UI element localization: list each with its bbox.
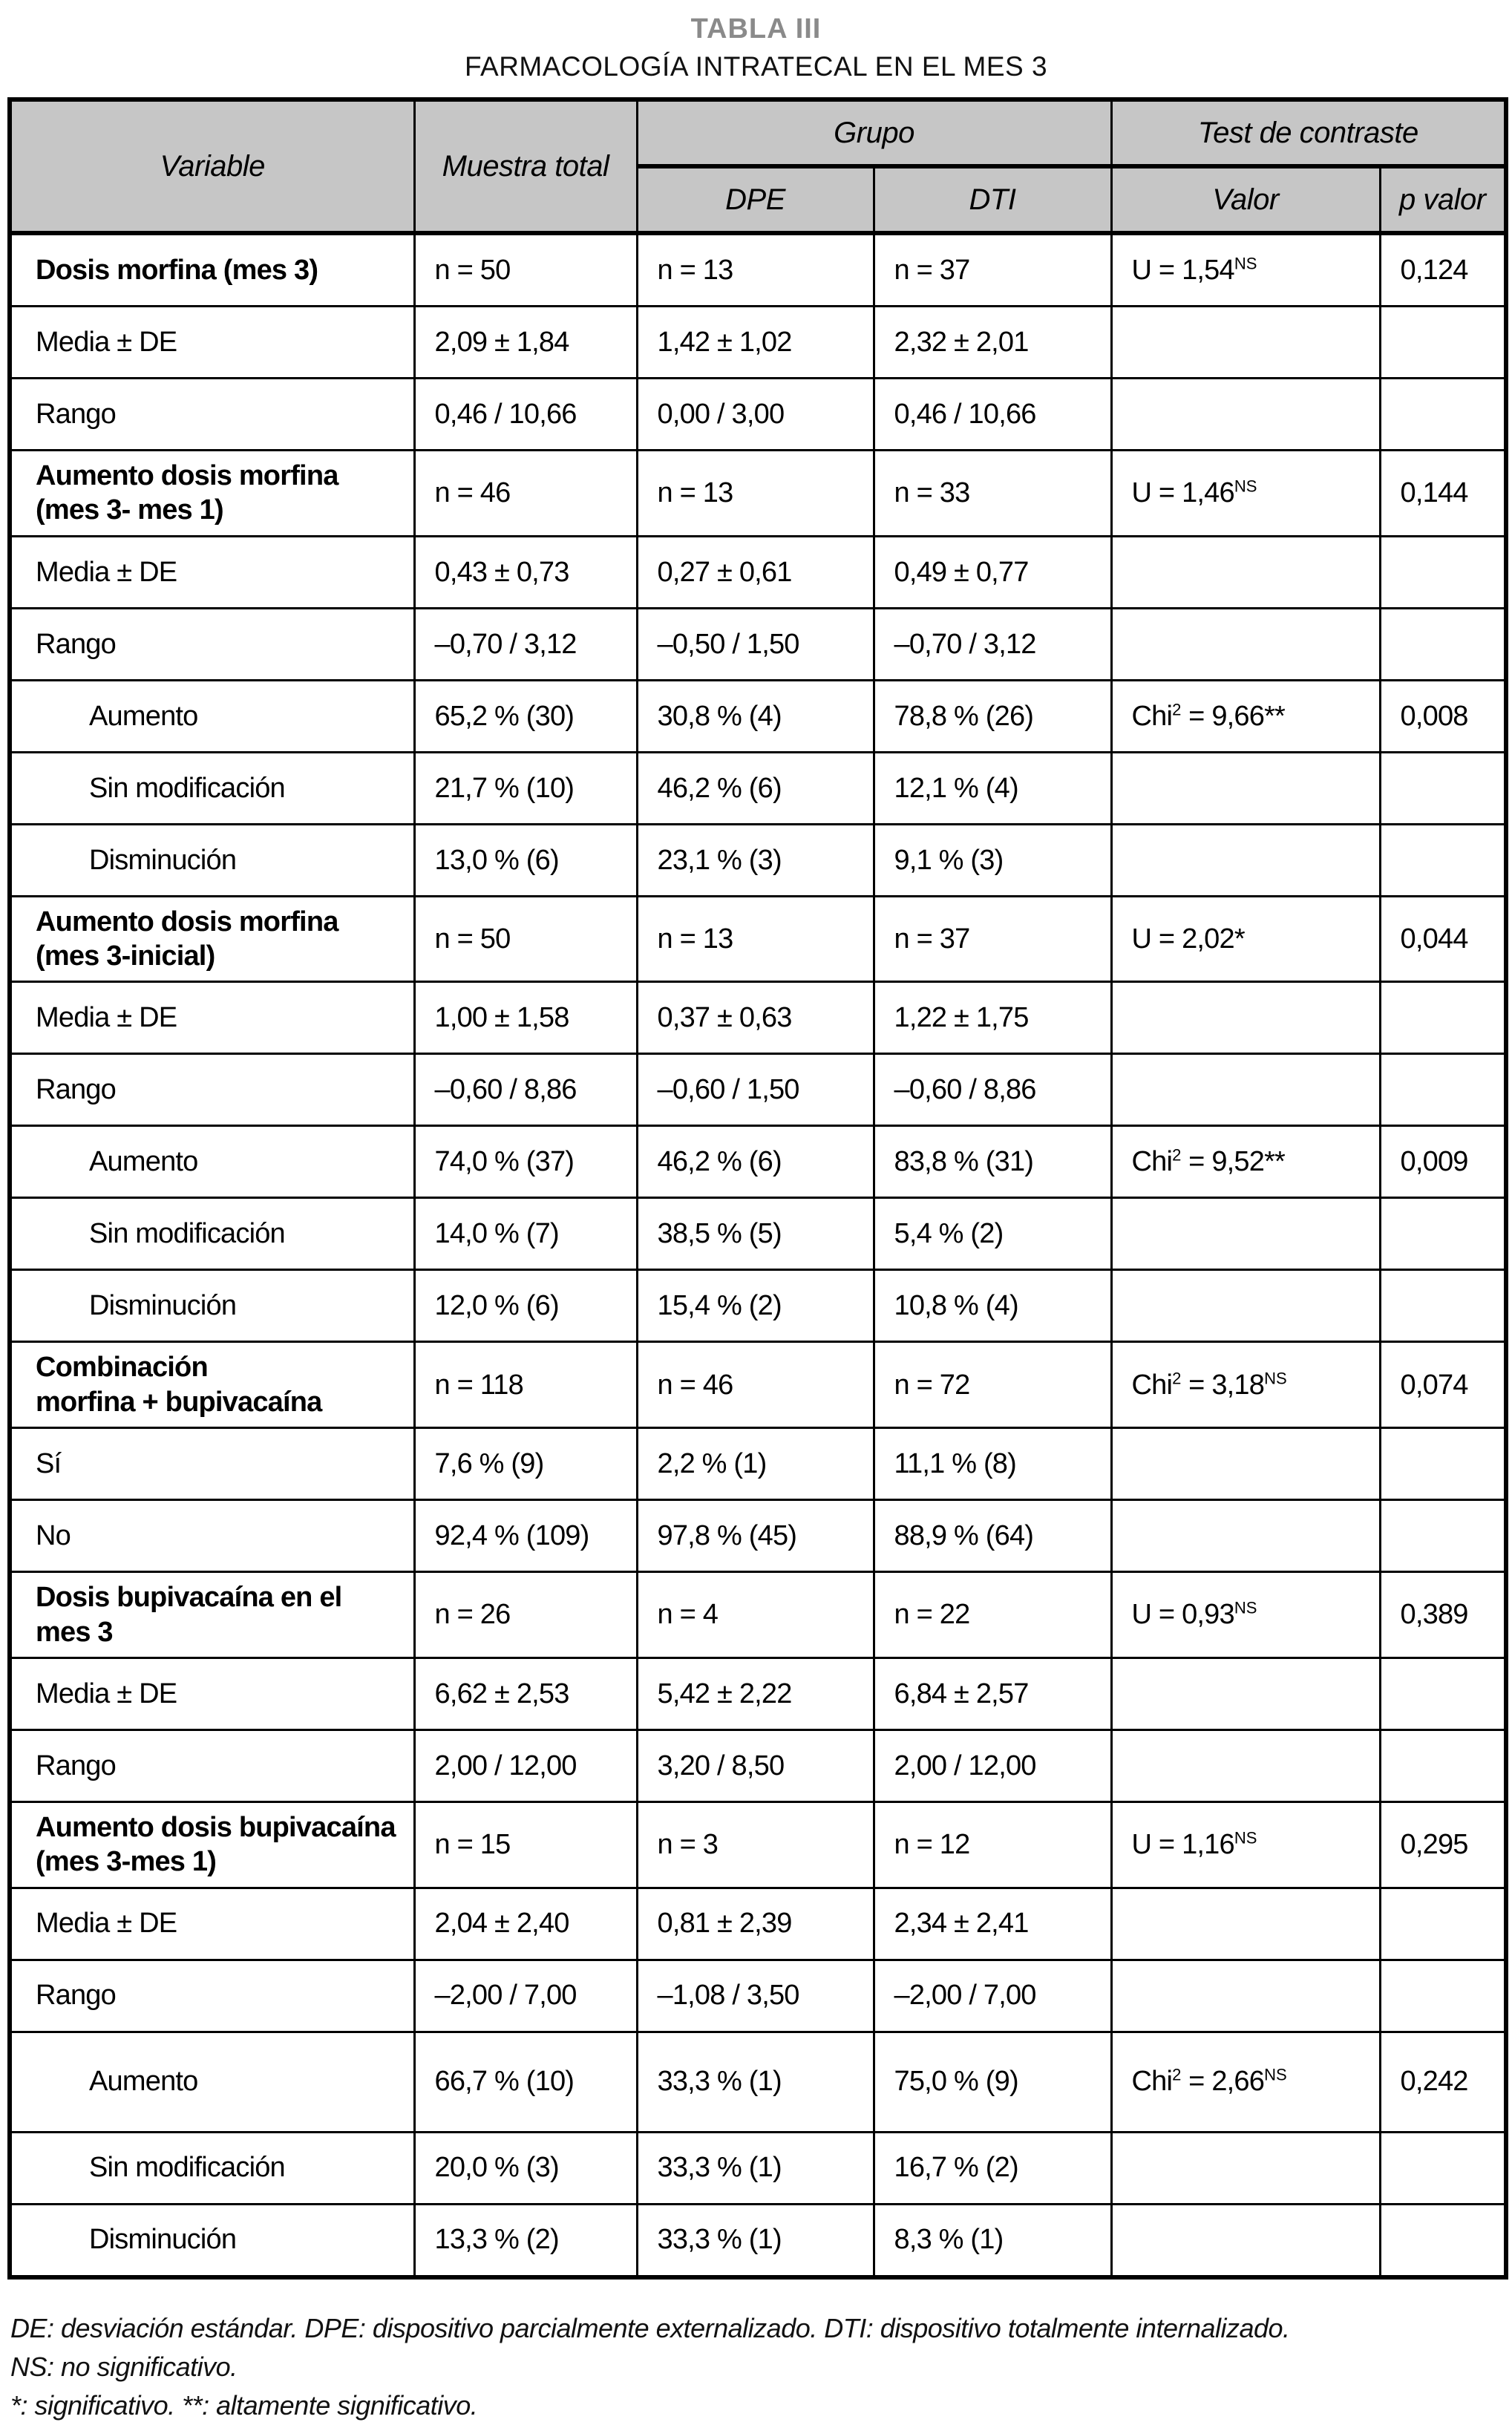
table-row [10, 1054, 1506, 1126]
dpe-cell: n = 3 [637, 1801, 874, 1888]
p-valor-cell [1380, 608, 1506, 680]
col-header-test-de-contraste: Test de contraste [1111, 99, 1506, 166]
dti-cell: 6,84 ± 2,57 [874, 1657, 1111, 1729]
table-row-group [10, 1572, 1506, 1658]
table-row [10, 1960, 1506, 2032]
valor-cell: $U = 1,46^{NS}$ [1111, 451, 1380, 537]
dpe-cell: 5,42 ± 2,22 [637, 1657, 874, 1729]
p-valor-cell [1380, 2204, 1506, 2277]
row-label-cell: Media ± DE [10, 1657, 414, 1729]
row-label-cell: Rango [10, 1960, 414, 2032]
dpe-cell: n = 46 [637, 1342, 874, 1428]
muestra-total-cell: 66,7 % (10) [414, 2032, 637, 2132]
dpe-cell: 30,8 % (4) [637, 680, 874, 752]
valor-cell [1111, 1428, 1380, 1500]
row-label-cell: Aumento dosis bupivacaína (mes 3-mes 1) [10, 1801, 414, 1888]
row-label-cell: No [10, 1500, 414, 1572]
p-valor-cell [1380, 1500, 1506, 1572]
dpe-cell: n = 13 [637, 451, 874, 537]
muestra-total-cell: –0,70 / 3,12 [414, 608, 637, 680]
muestra-total-cell: 20,0 % (3) [414, 2132, 637, 2204]
row-label-cell: Disminución [10, 824, 414, 896]
valor-cell [1111, 307, 1380, 379]
table-row [10, 752, 1506, 824]
row-label-cell: Aumento [10, 680, 414, 752]
col-header-dti: DTI [874, 166, 1111, 233]
dti-cell: 10,8 % (4) [874, 1270, 1111, 1342]
row-label-cell: Rango [10, 608, 414, 680]
dti-cell: n = 22 [874, 1572, 1111, 1658]
p-valor-cell [1380, 982, 1506, 1054]
row-label-cell: Rango [10, 1729, 414, 1801]
dti-cell: 88,9 % (64) [874, 1500, 1111, 1572]
valor-cell: $U = 1,16^{NS}$ [1111, 1801, 1380, 1888]
dti-cell: 2,00 / 12,00 [874, 1729, 1111, 1801]
muestra-total-cell: 74,0 % (37) [414, 1126, 637, 1198]
dpe-cell: 33,3 % (1) [637, 2032, 874, 2132]
footnote-ns: NS: no significativo. [10, 2351, 238, 2382]
col-header-p-valor: p valor [1380, 166, 1506, 233]
row-label-cell: Media ± DE [10, 1888, 414, 1960]
table-row-group [10, 1342, 1506, 1428]
p-valor-cell: 0,008 [1380, 680, 1506, 752]
p-valor-cell [1380, 1054, 1506, 1126]
p-valor-cell [1380, 1270, 1506, 1342]
table-row [10, 1657, 1506, 1729]
row-label-cell: Media ± DE [10, 536, 414, 608]
row-label-cell: Aumento [10, 1126, 414, 1198]
table-row [10, 307, 1506, 379]
valor-cell: $U = 1,54^{NS}$ [1111, 233, 1380, 307]
muestra-total-cell: –2,00 / 7,00 [414, 1960, 637, 2032]
table-row [10, 2204, 1506, 2277]
table-row-group [10, 451, 1506, 537]
dpe-cell: –1,08 / 3,50 [637, 1960, 874, 2032]
p-valor-cell [1380, 1960, 1506, 2032]
dpe-cell: –0,60 / 1,50 [637, 1054, 874, 1126]
dti-cell: –2,00 / 7,00 [874, 1960, 1111, 2032]
muestra-total-cell: 14,0 % (7) [414, 1198, 637, 1270]
valor-cell [1111, 1657, 1380, 1729]
p-valor-cell [1380, 752, 1506, 824]
dti-cell: 83,8 % (31) [874, 1126, 1111, 1198]
muestra-total-cell: 2,09 ± 1,84 [414, 307, 637, 379]
footnotes [10, 2309, 1512, 2425]
table-row [10, 1428, 1506, 1500]
valor-cell [1111, 379, 1380, 451]
table-row-group [10, 896, 1506, 982]
muestra-total-cell: n = 15 [414, 1801, 637, 1888]
muestra-total-cell: n = 46 [414, 451, 637, 537]
row-label-cell: Aumento dosis morfina (mes 3-inicial) [10, 896, 414, 982]
table-row-group [10, 1801, 1506, 1888]
dpe-cell: 33,3 % (1) [637, 2132, 874, 2204]
table-row [10, 536, 1506, 608]
row-label-cell: Disminución [10, 2204, 414, 2277]
col-header-valor: Valor [1111, 166, 1380, 233]
dpe-cell: n = 4 [637, 1572, 874, 1658]
row-label-cell: Combinación morfina + bupivacaína [10, 1342, 414, 1428]
table-row [10, 824, 1506, 896]
dti-cell: 75,0 % (9) [874, 2032, 1111, 2132]
row-label-cell: Sin modificación [10, 2132, 414, 2204]
muestra-total-cell: n = 50 [414, 233, 637, 307]
dpe-cell: n = 13 [637, 233, 874, 307]
p-valor-cell [1380, 1729, 1506, 1801]
row-label-cell: Rango [10, 1054, 414, 1126]
valor-cell: $Chi^2 = 2,66^{NS}$ [1111, 2032, 1380, 2132]
p-valor-cell [1380, 1428, 1506, 1500]
dpe-cell: 46,2 % (6) [637, 1126, 874, 1198]
table-subtitle: FARMACOLOGÍA INTRATECAL EN EL MES 3 [464, 51, 1048, 82]
muestra-total-cell: 7,6 % (9) [414, 1428, 637, 1500]
p-valor-cell: 0,144 [1380, 451, 1506, 537]
valor-cell [1111, 1960, 1380, 2032]
table-number-title: TABLA III [690, 13, 822, 45]
dpe-cell: 97,8 % (45) [637, 1500, 874, 1572]
dpe-cell: 33,3 % (1) [637, 2204, 874, 2277]
dpe-cell: 1,42 ± 1,02 [637, 307, 874, 379]
col-header-grupo: Grupo [637, 99, 1111, 166]
muestra-total-cell: 6,62 ± 2,53 [414, 1657, 637, 1729]
footnote-abbreviations: DE: desviación estándar. DPE: dispositivo parcialmente externalizado. DTI: dispositivo totalmente internalizado. [10, 2312, 1290, 2343]
table-row [10, 1126, 1506, 1198]
dti-cell: n = 37 [874, 896, 1111, 982]
dti-cell: –0,70 / 3,12 [874, 608, 1111, 680]
valor-cell [1111, 1500, 1380, 1572]
muestra-total-cell: 0,43 ± 0,73 [414, 536, 637, 608]
dpe-cell: 15,4 % (2) [637, 1270, 874, 1342]
dti-cell: 1,22 ± 1,75 [874, 982, 1111, 1054]
dpe-cell: 0,37 ± 0,63 [637, 982, 874, 1054]
valor-cell [1111, 1270, 1380, 1342]
valor-cell [1111, 752, 1380, 824]
valor-cell [1111, 1888, 1380, 1960]
row-label-cell: Rango [10, 379, 414, 451]
row-label-cell: Disminución [10, 1270, 414, 1342]
row-label-cell: Aumento dosis morfina (mes 3- mes 1) [10, 451, 414, 537]
dpe-cell: 0,81 ± 2,39 [637, 1888, 874, 1960]
p-valor-cell [1380, 1657, 1506, 1729]
valor-cell [1111, 608, 1380, 680]
dti-cell: –0,60 / 8,86 [874, 1054, 1111, 1126]
valor-cell [1111, 982, 1380, 1054]
dti-cell: 9,1 % (3) [874, 824, 1111, 896]
pharmacology-table [7, 97, 1508, 2280]
valor-cell: $U = 0,93^{NS}$ [1111, 1572, 1380, 1658]
footnote-significance: *: significativo. **: altamente significativo. [10, 2389, 478, 2421]
row-label-cell: Media ± DE [10, 307, 414, 379]
p-valor-cell [1380, 1198, 1506, 1270]
row-label-cell: Dosis morfina (mes 3) [10, 233, 414, 307]
dti-cell: n = 37 [874, 233, 1111, 307]
table-row-group [10, 233, 1506, 307]
dti-cell: 11,1 % (8) [874, 1428, 1111, 1500]
dti-cell: 12,1 % (4) [874, 752, 1111, 824]
row-label-cell: Sin modificación [10, 1198, 414, 1270]
row-label-cell: Sin modificación [10, 752, 414, 824]
p-valor-cell [1380, 1888, 1506, 1960]
table-row [10, 1270, 1506, 1342]
row-label-cell: Sí [10, 1428, 414, 1500]
row-label-cell: Media ± DE [10, 982, 414, 1054]
muestra-total-cell: n = 26 [414, 1572, 637, 1658]
col-header-muestra-total: Muestra total [414, 99, 637, 233]
valor-cell: $Chi^2 = 3,18^{NS}$ [1111, 1342, 1380, 1428]
p-valor-cell [1380, 824, 1506, 896]
p-valor-cell: 0,295 [1380, 1801, 1506, 1888]
table-row [10, 608, 1506, 680]
table-row [10, 1729, 1506, 1801]
dpe-cell: 2,2 % (1) [637, 1428, 874, 1500]
valor-cell [1111, 1729, 1380, 1801]
dpe-cell: 23,1 % (3) [637, 824, 874, 896]
muestra-total-cell: 92,4 % (109) [414, 1500, 637, 1572]
table-row [10, 1888, 1506, 1960]
valor-cell: Chi$^2$ = 9,52** [1111, 1126, 1380, 1198]
p-valor-cell: 0,389 [1380, 1572, 1506, 1658]
p-valor-cell [1380, 379, 1506, 451]
table-row [10, 379, 1506, 451]
muestra-total-cell: 13,3 % (2) [414, 2204, 637, 2277]
p-valor-cell: 0,124 [1380, 233, 1506, 307]
valor-cell [1111, 1054, 1380, 1126]
dti-cell: 2,32 ± 2,01 [874, 307, 1111, 379]
header-row-top [10, 99, 1506, 166]
muestra-total-cell: n = 50 [414, 896, 637, 982]
dti-cell: 0,46 / 10,66 [874, 379, 1111, 451]
table-body [10, 233, 1506, 2277]
dpe-cell: –0,50 / 1,50 [637, 608, 874, 680]
p-valor-cell [1380, 536, 1506, 608]
table-row [10, 982, 1506, 1054]
col-header-variable: Variable [10, 99, 414, 233]
table-row [10, 1198, 1506, 1270]
muestra-total-cell: –0,60 / 8,86 [414, 1054, 637, 1126]
muestra-total-cell: 13,0 % (6) [414, 824, 637, 896]
valor-cell [1111, 536, 1380, 608]
p-valor-cell: 0,044 [1380, 896, 1506, 982]
muestra-total-cell: n = 118 [414, 1342, 637, 1428]
title-block [0, 13, 1512, 82]
muestra-total-cell: 2,00 / 12,00 [414, 1729, 637, 1801]
p-valor-cell: 0,074 [1380, 1342, 1506, 1428]
dpe-cell: 0,27 ± 0,61 [637, 536, 874, 608]
table-header [10, 99, 1506, 233]
table-row [10, 1500, 1506, 1572]
dti-cell: 78,8 % (26) [874, 680, 1111, 752]
valor-cell: U = 2,02* [1111, 896, 1380, 982]
dti-cell: 16,7 % (2) [874, 2132, 1111, 2204]
dti-cell: 8,3 % (1) [874, 2204, 1111, 2277]
table-row [10, 2032, 1506, 2132]
muestra-total-cell: 65,2 % (30) [414, 680, 637, 752]
muestra-total-cell: 2,04 ± 2,40 [414, 1888, 637, 1960]
p-valor-cell: 0,242 [1380, 2032, 1506, 2132]
dpe-cell: 46,2 % (6) [637, 752, 874, 824]
row-label-cell: Dosis bupivacaína en el mes 3 [10, 1572, 414, 1658]
valor-cell [1111, 824, 1380, 896]
valor-cell [1111, 2204, 1380, 2277]
dti-cell: n = 72 [874, 1342, 1111, 1428]
muestra-total-cell: 21,7 % (10) [414, 752, 637, 824]
valor-cell [1111, 1198, 1380, 1270]
row-label-cell: Aumento [10, 2032, 414, 2132]
dti-cell: 5,4 % (2) [874, 1198, 1111, 1270]
p-valor-cell [1380, 307, 1506, 379]
dti-cell: n = 33 [874, 451, 1111, 537]
muestra-total-cell: 0,46 / 10,66 [414, 379, 637, 451]
dpe-cell: n = 13 [637, 896, 874, 982]
valor-cell: Chi$^2$ = 9,66** [1111, 680, 1380, 752]
dpe-cell: 0,00 / 3,00 [637, 379, 874, 451]
dpe-cell: 3,20 / 8,50 [637, 1729, 874, 1801]
muestra-total-cell: 1,00 ± 1,58 [414, 982, 637, 1054]
page [0, 13, 1512, 2425]
muestra-total-cell: 12,0 % (6) [414, 1270, 637, 1342]
dti-cell: 0,49 ± 0,77 [874, 536, 1111, 608]
col-header-dpe: DPE [637, 166, 874, 233]
dpe-cell: 38,5 % (5) [637, 1198, 874, 1270]
table-row [10, 680, 1506, 752]
dti-cell: n = 12 [874, 1801, 1111, 1888]
p-valor-cell: 0,009 [1380, 1126, 1506, 1198]
dti-cell: 2,34 ± 2,41 [874, 1888, 1111, 1960]
